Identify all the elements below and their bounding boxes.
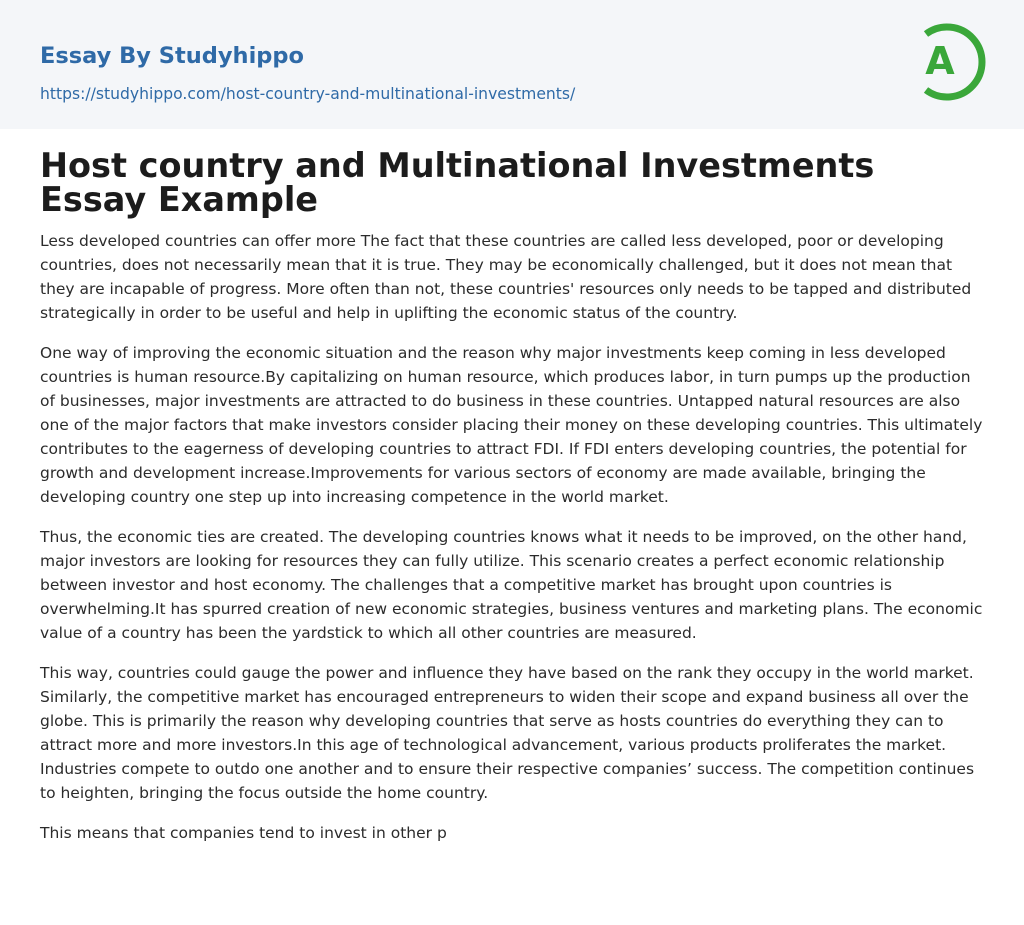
site-brand[interactable]: Essay By Studyhippo — [40, 43, 304, 69]
essay-paragraph-truncated: This means that companies tend to invest in other p — [40, 824, 447, 842]
studyhippo-logo-icon[interactable] — [914, 19, 986, 105]
page-title: Host country and Multinational Investments Essay Example — [40, 146, 875, 219]
essay-paragraph: This way, countries could gauge the power and influence they have based on the rank they occupy in the world market. Similarly, the competitive market has encouraged entrepreneurs to widen their scope and expand business all over the globe. This is primarily the reason why developing countries that serve as hosts countries do everything they can to attract more and more investors.In this age of technological advancement, various products proliferates the market. Industries compete to outdo one another and to ensure their respective companies’ success. The competition continues to heighten, bringing the focus outside the home country. — [40, 664, 975, 802]
essay-paragraph: Thus, the economic ties are created. The developing countries knows what it needs to be improved, on the other hand, major investors are looking for resources they can fully utilize. This scenario creates a perfect economic relationship between investor and host economy. The challenges that a competitive market has brought upon countries is overwhelming.It has spurred creation of new economic strategies, business ventures and marketing plans. The economic value of a country has been the yardstick to which all other countries are measured. — [40, 528, 983, 642]
site-header — [0, 0, 1024, 129]
essay-paragraph: One way of improving the economic situation and the reason why major investments keep coming in less developed countries is human resource.By capitalizing on human resource, which produces labor, in turn pumps up the production of businesses, major investments are attracted to do business in these countries. Untapped natural resources are also one of the major factors that make investors consider placing their money on these developing countries. This ultimately contributes to the eagerness of developing countries to attract FDI. If FDI enters developing countries, the potential for growth and development increase.Improvements for various sectors of economy are made available, bringing the developing country one step up into increasing competence in the world market. — [40, 344, 983, 506]
logo-letter: A — [925, 39, 955, 83]
source-url-link[interactable]: https://studyhippo.com/host-country-and-multinational-investments/ — [40, 85, 576, 103]
article — [0, 146, 1024, 845]
essay-paragraph: Less developed countries can offer more The fact that these countries are called less developed, poor or developing countries, does not necessarily mean that it is true. They may be economically challenged, but it does not mean that they are incapable of progress. More often than not, these countries' resources only needs to be tapped and distributed strategically in order to be useful and help in uplifting the economic status of the country. — [40, 232, 972, 322]
